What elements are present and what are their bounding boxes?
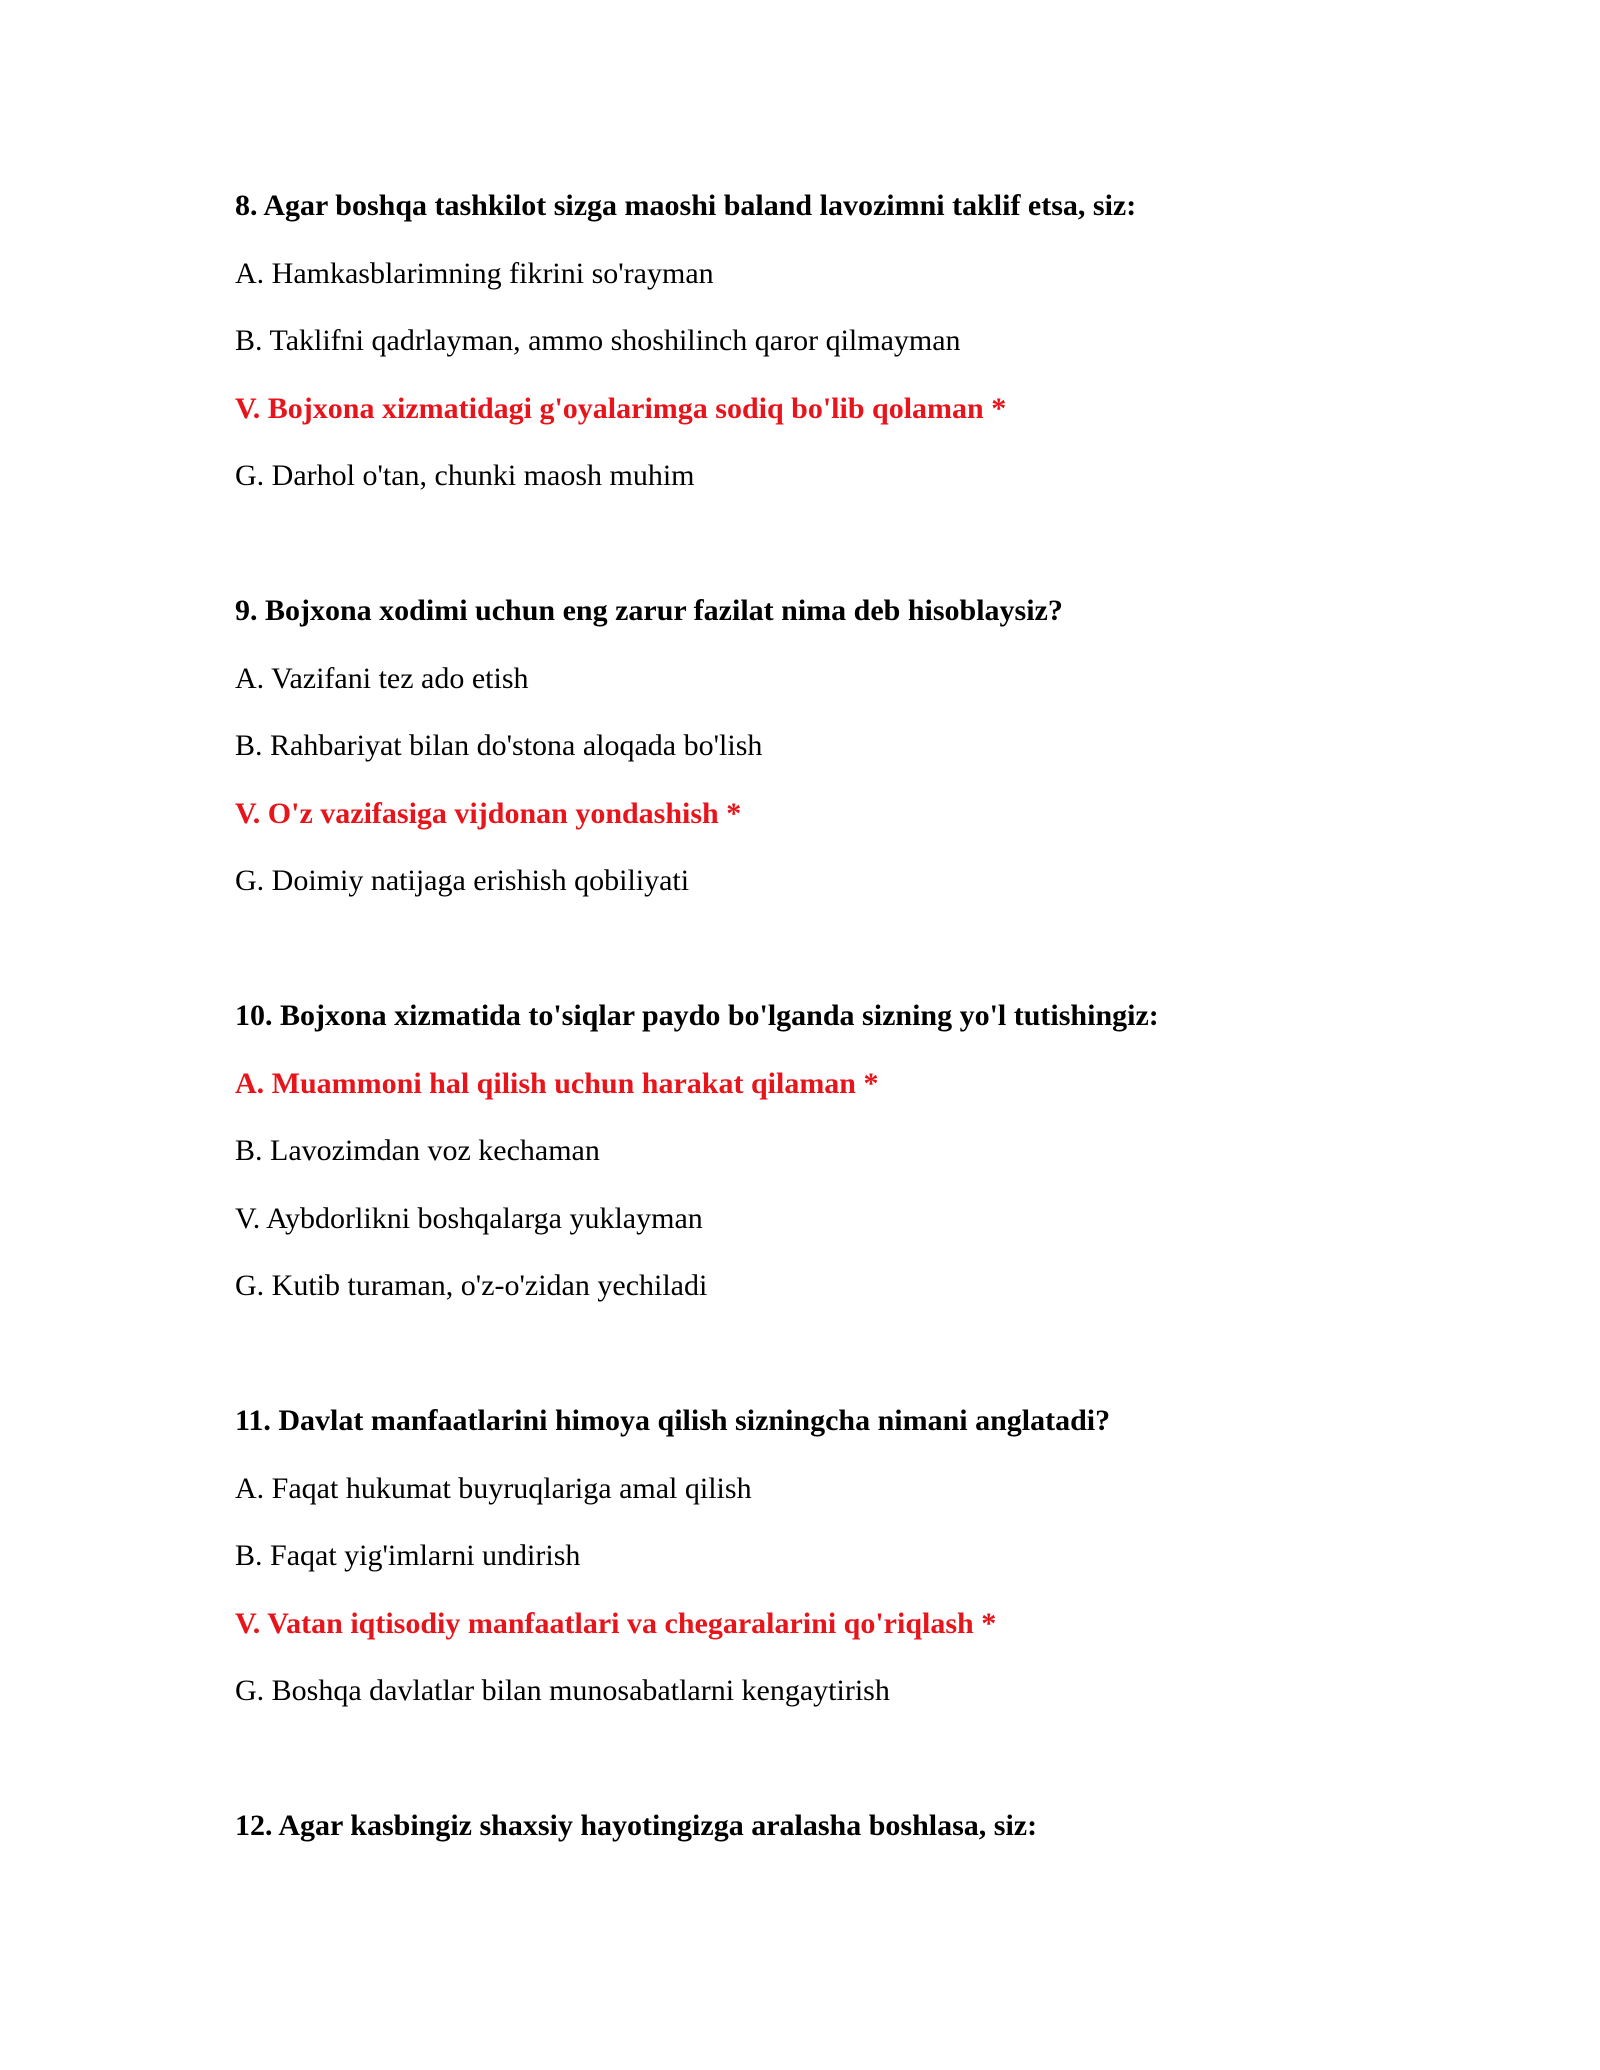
answer-option-b: B. Taklifni qadrlayman, ammo shoshilinch qaror qilmayman [235,324,961,357]
question-text: 10. Bojxona xizmatida to'siqlar paydo bo'lganda sizning yo'l tutishingiz: [235,999,1159,1032]
question-text: 8. Agar boshqa tashkilot sizga maoshi baland lavozimni taklif etsa, siz: [235,189,1137,222]
question-11 [235,1401,1435,1739]
question-text: 11. Davlat manfaatlarini himoya qilish sizningcha nimani anglatadi? [235,1404,1111,1437]
answer-option-b: B. Faqat yig'imlarni undirish [235,1539,581,1572]
answer-option-b: B. Rahbariyat bilan do'stona aloqada bo'lish [235,729,763,762]
question-text: 12. Agar kasbingiz shaxsiy hayotingizga aralasha boshlasa, siz: [235,1809,1038,1842]
question-8 [235,186,1435,524]
question-text: 9. Bojxona xodimi uchun eng zarur fazilat nima deb hisoblaysiz? [235,594,1063,627]
answer-option-g: G. Kutib turaman, o'z-o'zidan yechiladi [235,1269,708,1302]
question-9 [235,591,1435,929]
answer-option-a-correct: A. Muammoni hal qilish uchun harakat qilaman * [235,1066,879,1100]
question-10 [235,996,1435,1334]
answer-option-g: G. Boshqa davlatlar bilan munosabatlarni kengaytirish [235,1674,890,1707]
answer-option-v: V. Aybdorlikni boshqalarga yuklayman [235,1201,703,1235]
answer-option-g: G. Doimiy natijaga erishish qobiliyati [235,864,690,897]
answer-option-v-correct: V. Vatan iqtisodiy manfaatlari va chegaralarini qo'riqlash * [235,1606,997,1640]
answer-option-g: G. Darhol o'tan, chunki maosh muhim [235,459,695,492]
answer-option-a: A. Faqat hukumat buyruqlariga amal qilish [235,1471,752,1505]
answer-option-v-correct: V. O'z vazifasiga vijdonan yondashish * [235,796,742,830]
question-12 [235,1806,1435,1874]
answer-option-a: A. Hamkasblarimning fikrini so'rayman [235,256,714,290]
answer-option-b: B. Lavozimdan voz kechaman [235,1134,600,1167]
answer-option-a: A. Vazifani tez ado etish [235,661,529,695]
answer-option-v-correct: V. Bojxona xizmatidagi g'oyalarimga sodiq bo'lib qolaman * [235,391,1007,425]
